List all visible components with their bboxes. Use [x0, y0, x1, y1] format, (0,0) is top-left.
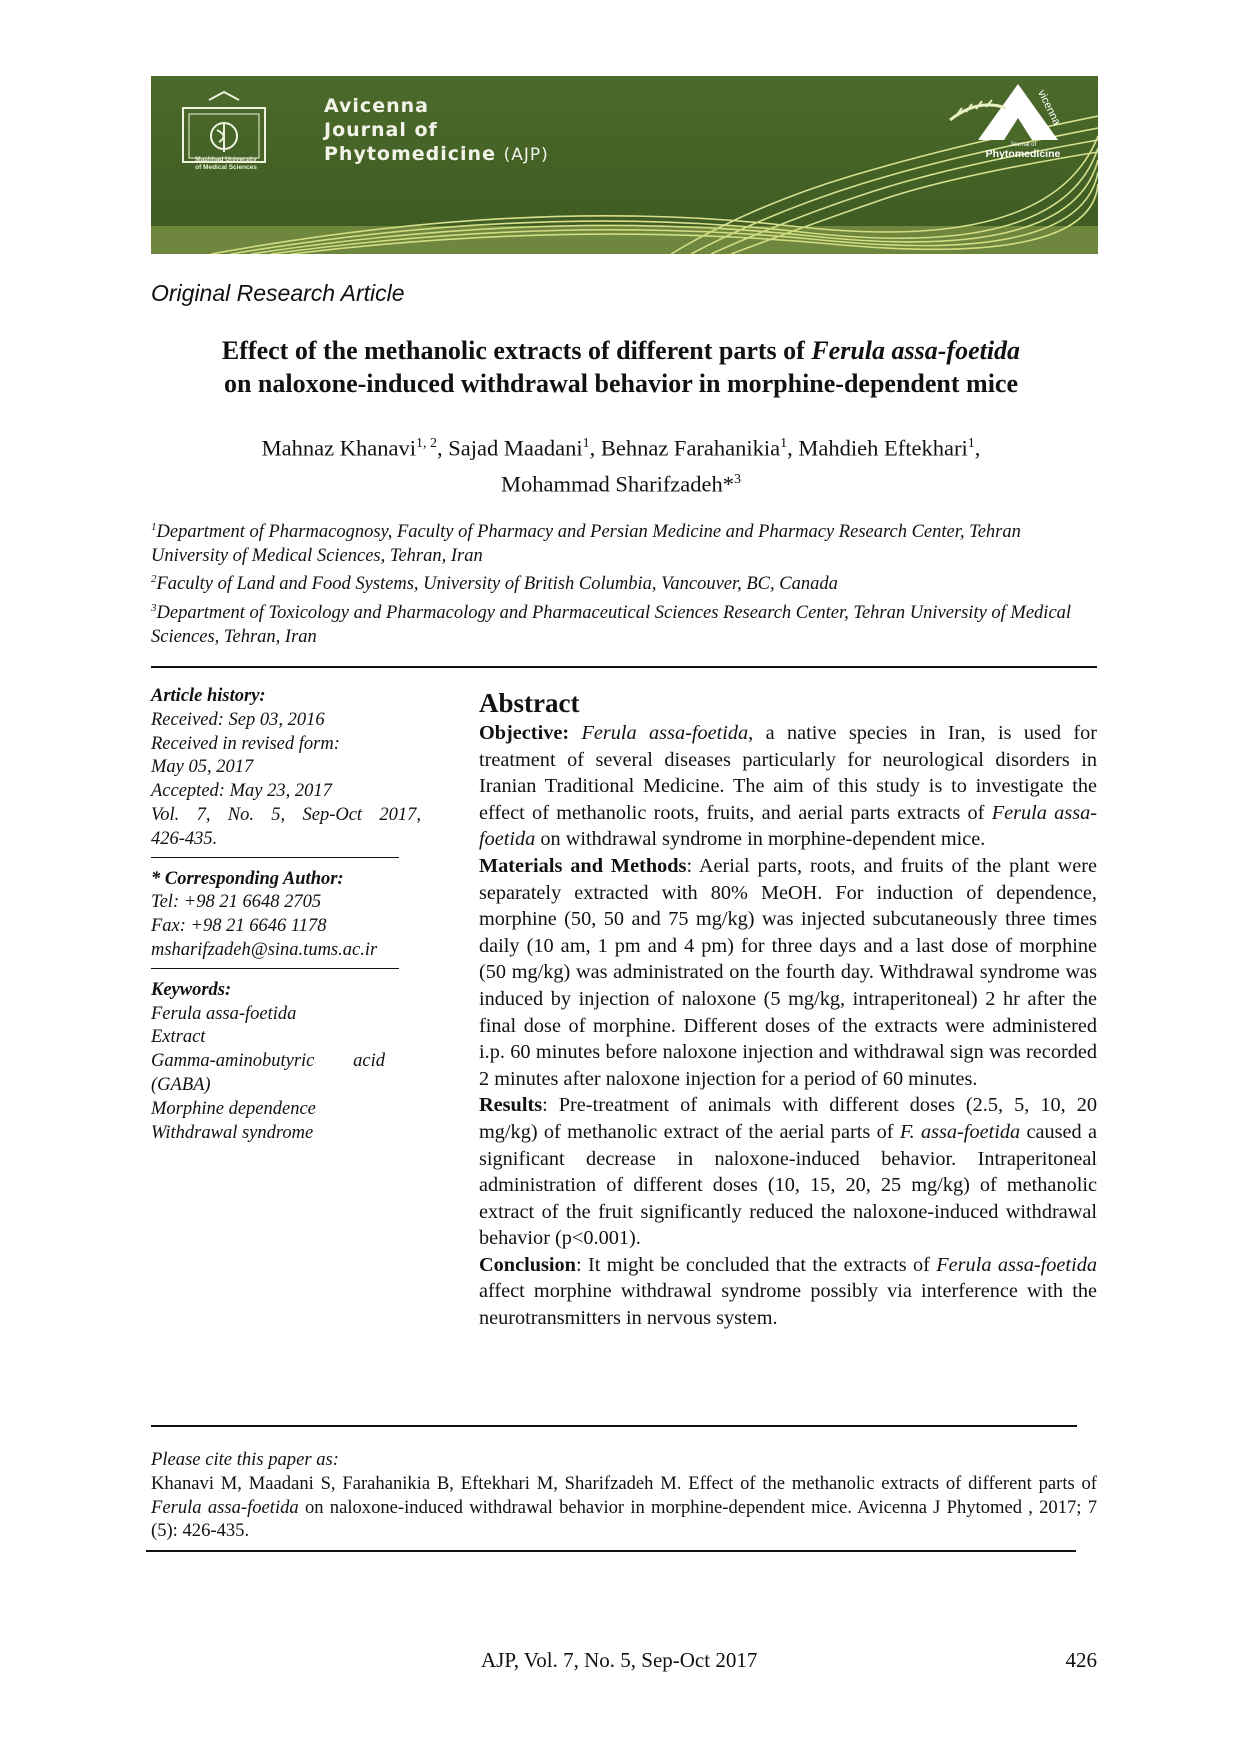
university-name-line1: Mashhad University [195, 156, 257, 163]
author-name: Behnaz Farahanikia [600, 435, 781, 461]
university-name-line2: of Medical Sciences [195, 164, 257, 171]
abstract [479, 686, 1097, 1332]
author-affiliation-mark: 1 [967, 436, 975, 451]
affiliation-item [151, 597, 1096, 649]
affiliation-item [151, 516, 1096, 568]
abstract-objective [479, 720, 1097, 853]
ajp-logo-icon [948, 78, 1088, 198]
corresponding-fax: Fax: +98 21 6646 1178 [151, 916, 327, 937]
logo-subtitle [968, 142, 1078, 160]
corresponding-heading: * Corresponding Author: [151, 868, 344, 889]
affiliation-item [151, 568, 1096, 597]
keyword-item: Gamma-aminobutyric acid [151, 1051, 385, 1072]
corresponding-tel: Tel: +98 21 6648 2705 [151, 892, 322, 913]
journal-name-line2: Journal of [324, 119, 438, 141]
author-affiliation-mark: 3 [734, 471, 742, 487]
revised-label: Received in revised form: [151, 733, 340, 754]
title-part2: on naloxone-induced withdrawal behavior in morphine-dependent mice [223, 369, 1019, 398]
objective-species: Ferula assa-foetida [581, 722, 749, 744]
affiliation-text: Department of Pharmacognosy, Faculty of Pharmacy and Persian Medicine and Pharmacy Research Center, Tehran University of Medical Sciences, Tehran, Iran [151, 522, 1021, 566]
keywords [151, 979, 421, 1146]
affiliation-mark: 1 [151, 521, 157, 533]
received-date: Received: Sep 03, 2016 [151, 709, 325, 730]
article-info-sidebar [151, 685, 421, 1145]
author-affiliation-mark: 1 [582, 436, 590, 451]
keyword-item: (GABA) [151, 1074, 211, 1095]
objective-species-2: Ferula assa-foetida [479, 801, 1097, 851]
journal-banner [151, 76, 1098, 254]
sidebar-divider [151, 968, 399, 969]
affiliation-text: Faculty of Land and Food Systems, University of British Columbia, Vancouver, BC, Canada [156, 574, 838, 595]
author-separator: , [437, 435, 449, 461]
keyword-item: Morphine dependence [151, 1098, 316, 1119]
logo-name-text: Phytomedicine [985, 148, 1061, 160]
conclusion-text-2: affect morphine withdrawal syndrome possibly via interference with the neurotransmitters in nervous system. [479, 1280, 1097, 1330]
title-species: Ferula assa-foetida [811, 336, 1021, 365]
author-name: Sajad Maadani [448, 435, 583, 461]
accepted-date: Accepted: May 23, 2017 [151, 781, 332, 802]
conclusion-species: Ferula assa-foetida [936, 1253, 1097, 1276]
abstract-results [479, 1092, 1097, 1252]
keywords-heading: Keywords: [151, 979, 232, 1000]
author-separator: , [787, 435, 799, 461]
affiliation-text: Department of Toxicology and Pharmacology and Pharmaceutical Sciences Research Center, Tehran University of Medical Sciences, Tehran, Iran [151, 603, 1072, 647]
author-separator: , [974, 435, 981, 461]
author-name: Mohammad Sharifzadeh* [500, 471, 735, 496]
page-number: 426 [1065, 1648, 1097, 1672]
citation-species: Ferula assa-foetida [151, 1496, 299, 1518]
author-list [151, 428, 1091, 499]
author-separator: , [589, 435, 601, 461]
objective-text-2: on withdrawal syndrome in morphine-dependent mice. [535, 828, 986, 851]
methods-label: Materials and Methods [479, 854, 687, 877]
author-affiliation-mark: 1 [780, 436, 788, 451]
conclusion-text: : It might be concluded that the extracts of [575, 1253, 937, 1276]
affiliation-mark: 3 [151, 602, 157, 615]
methods-text: : Aerial parts, roots, and fruits of the plant were separately extracted with 80% MeOH. For induction of dependence, morphine (50, 50 and 75 mg/kg) was injected subcutaneously three times daily (10 am, 1 pm and 4 pm) for three days and a last dose of morphine (50 mg/kg) was administrated on the fourth day. Withdrawal syndrome was induced by injection of naloxone (5 mg/kg, intraperitoneal) 2 hr after the final dose of morphine. Different doses of the extracts were administered i.p. 60 minutes before naloxone injection and withdrawal sign was recorded 2 minutes after naloxone injection for a period of 60 minutes. [479, 854, 1097, 1090]
author-name: Mahdieh Eftekhari [798, 435, 968, 461]
logo-small-text: Journal of [1009, 142, 1037, 148]
volume-info: Vol. 7, No. 5, Sep-Oct 2017, [151, 804, 421, 825]
abstract-methods [479, 853, 1097, 1092]
article-history [151, 685, 421, 852]
keyword-item: Ferula assa-foetida [151, 1003, 297, 1024]
paper-title [151, 334, 1091, 400]
journal-name-line3: Phytomedicine [324, 143, 496, 165]
university-name [161, 156, 291, 172]
citation-top-divider [151, 1425, 1077, 1427]
journal-name-line1: Avicenna [324, 95, 429, 117]
abstract-heading: Abstract [479, 688, 580, 718]
journal-name [324, 94, 549, 167]
citation-box [151, 1448, 1097, 1543]
objective-text: , a native species in Iran, is used for treatment of several diseases particularly for neurological disorders in Iranian Traditional Medicine. The aim of this study is to investigate the effect of methanolic roots, fruits, and aerial parts extracts of [479, 722, 1097, 824]
journal-abbreviation: (AJP) [503, 145, 549, 165]
article-history-heading: Article history: [151, 686, 266, 706]
citation-text [151, 1472, 1097, 1543]
objective-label: Objective: [479, 722, 570, 744]
keyword-item: Withdrawal syndrome [151, 1122, 314, 1143]
conclusion-label: Conclusion [479, 1253, 576, 1276]
results-label: Results [479, 1094, 543, 1117]
results-text: : Pre-treatment of animals with different doses (2.5, 5, 10, 20 mg/kg) of methanolic extract of the aerial parts of [479, 1094, 1097, 1143]
citation-bottom-divider [146, 1550, 1076, 1552]
corresponding-author [151, 868, 421, 963]
revised-date: May 05, 2017 [151, 757, 254, 778]
abstract-conclusion [479, 1252, 1097, 1332]
logo-side-text: vicenna [1035, 88, 1063, 128]
results-text-2: caused a significant decrease in naloxone-induced behavior. Intraperitoneal administration of different doses (10, 15, 20, 25 mg/kg) of methanolic extract of the fruit significantly reduced the naloxone-induced withdrawal behavior (p<0.001). [479, 1120, 1097, 1250]
corresponding-email: msharifzadeh@sina.tums.ac.ir [151, 939, 378, 960]
sidebar-divider [151, 857, 399, 858]
citation-text-part2: on naloxone-induced withdrawal behavior in morphine-dependent mice. Avicenna J Phytomed , 2017; 7 (5): 426-435. [151, 1496, 1097, 1542]
author-affiliation-mark: 1, 2 [416, 436, 437, 451]
page-range: 426-435. [151, 828, 218, 849]
university-seal-icon [169, 90, 279, 202]
footer-journal-ref: AJP, Vol. 7, No. 5, Sep-Oct 2017 [481, 1648, 758, 1672]
header-divider [151, 666, 1097, 668]
citation-text-part1: Khanavi M, Maadani S, Farahanikia B, Eftekhari M, Sharifzadeh M. Effect of the methanolic extracts of different parts of [151, 1472, 1097, 1494]
citation-heading: Please cite this paper as: [151, 1449, 339, 1470]
article-type: Original Research Article [151, 280, 405, 306]
author-name: Mahnaz Khanavi [261, 435, 416, 461]
affiliation-mark: 2 [151, 573, 157, 586]
affiliations [151, 516, 1096, 649]
title-part1: Effect of the methanolic extracts of different parts of [221, 336, 812, 365]
keyword-item: Extract [151, 1027, 206, 1048]
results-species: F. assa-foetida [899, 1120, 1021, 1143]
